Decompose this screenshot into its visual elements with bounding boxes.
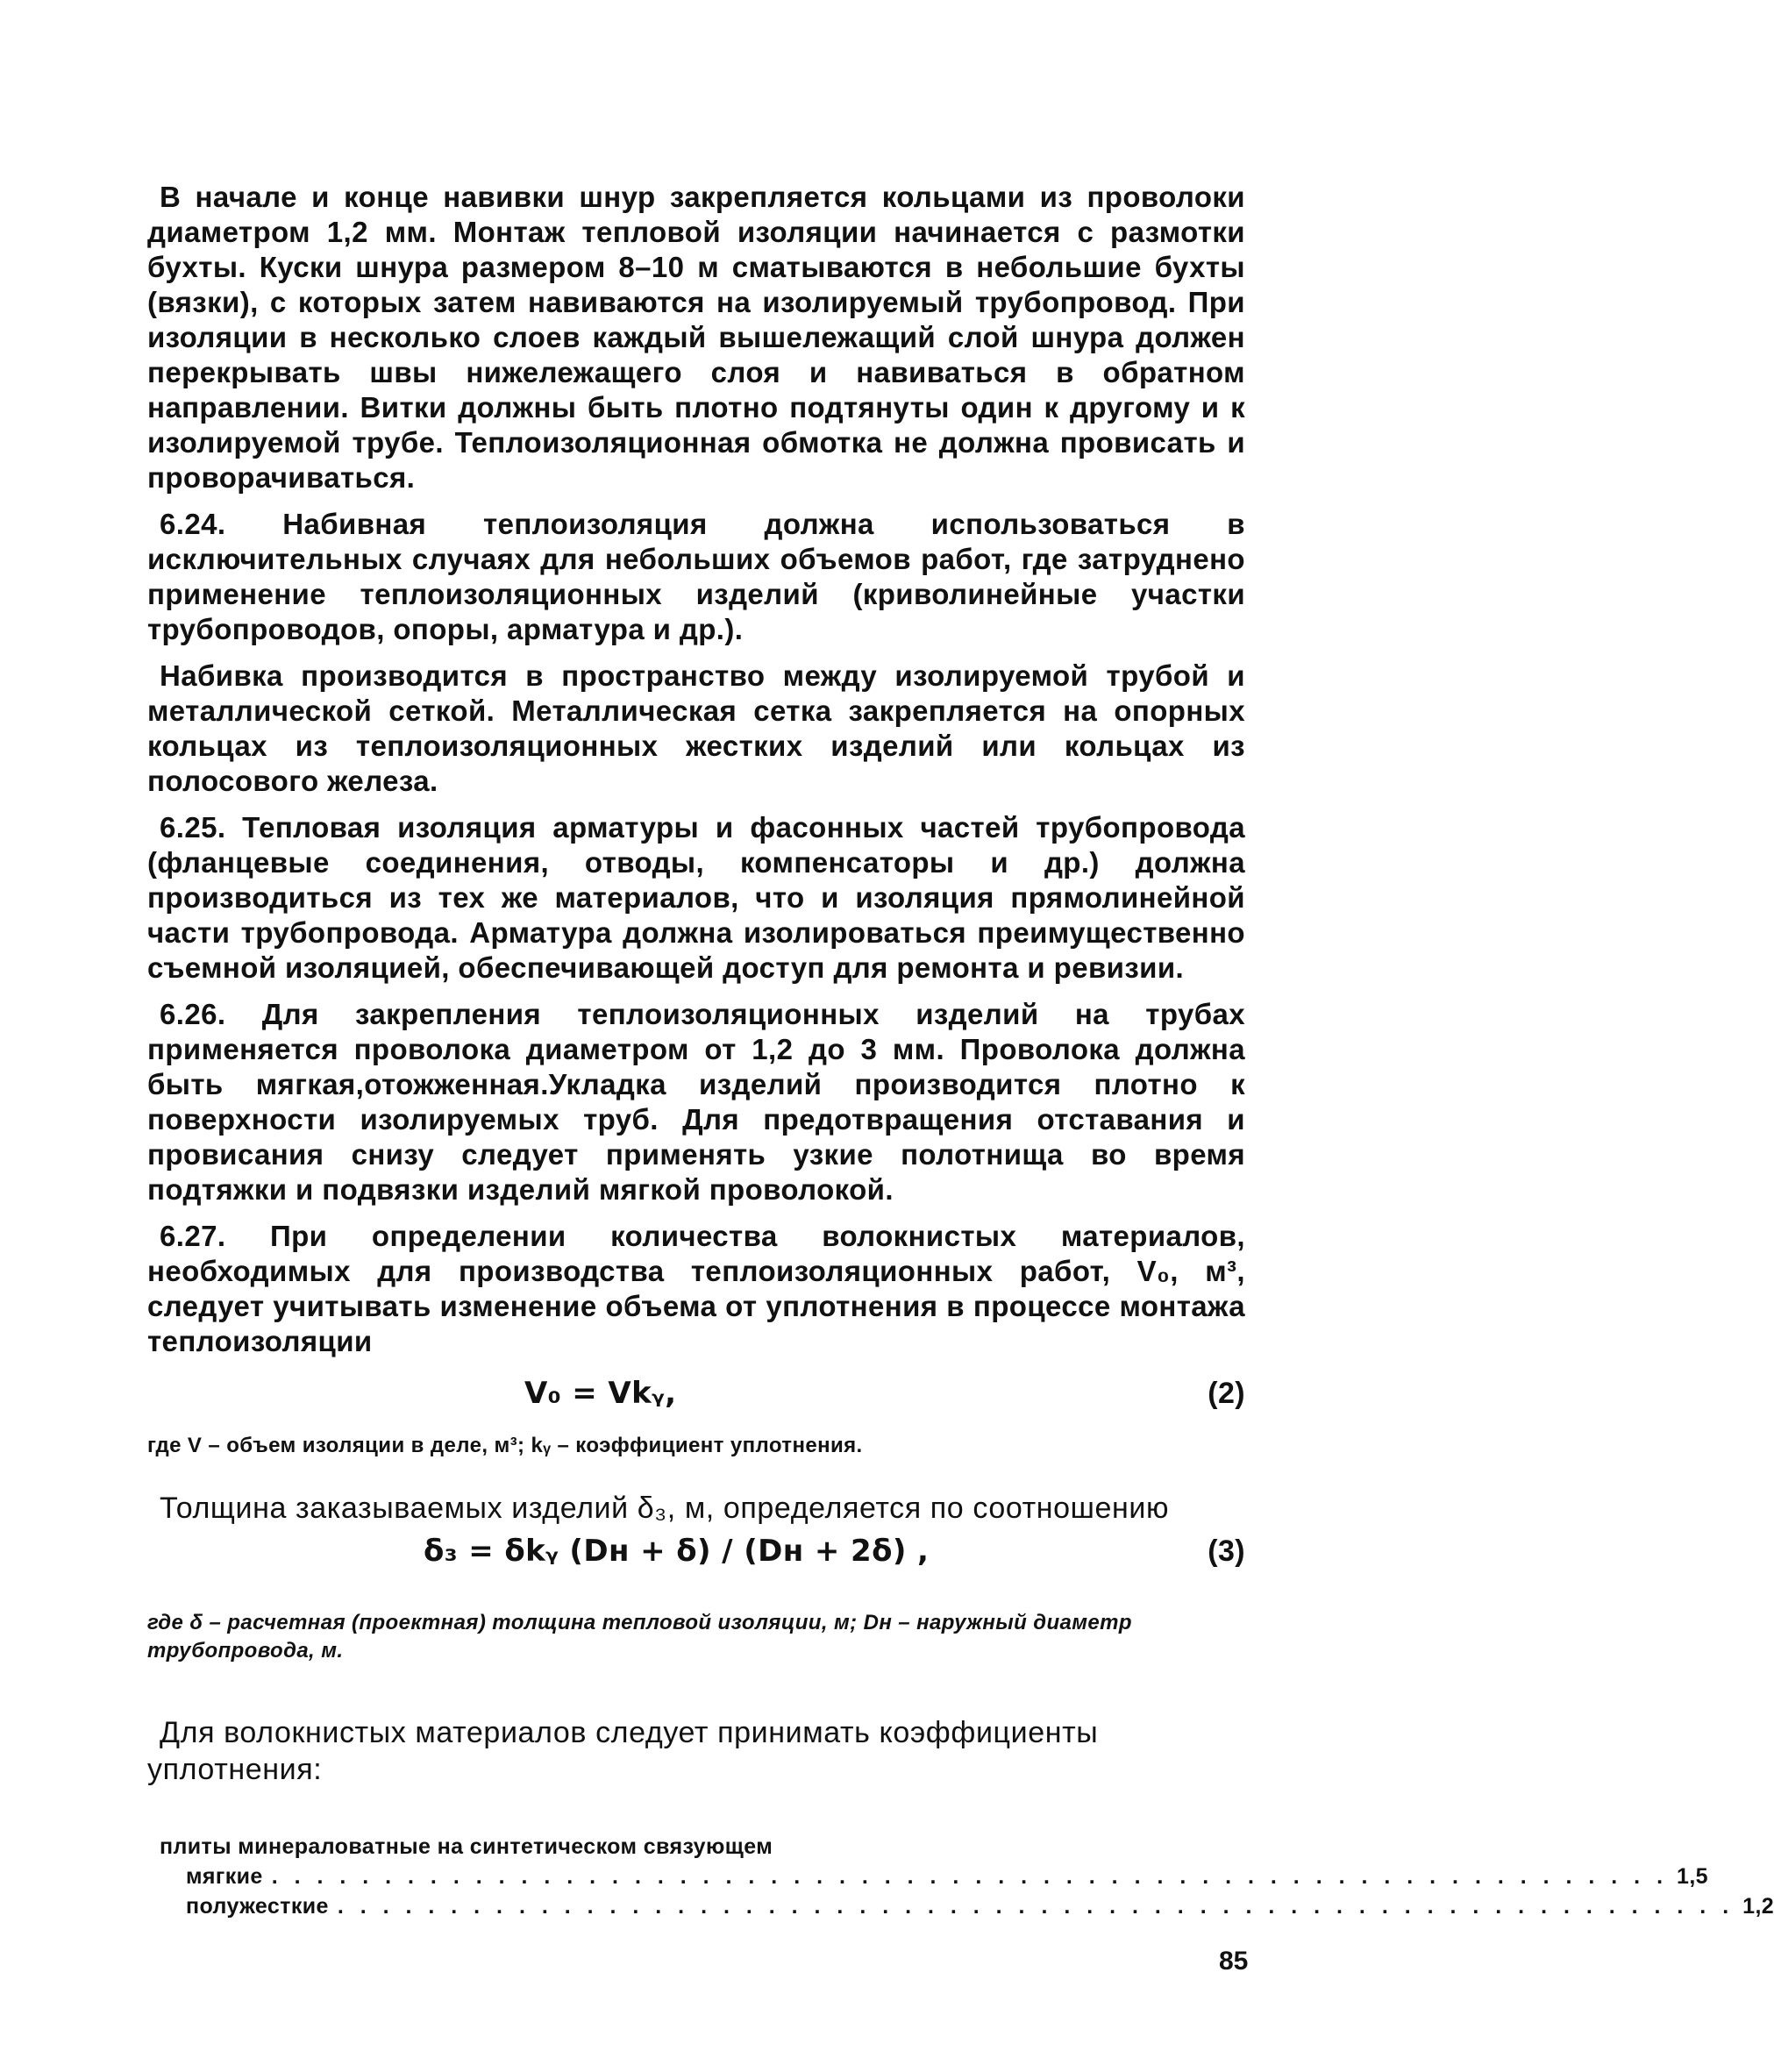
clause-text: Для закрепления теплоизоляционных изделий на трубах применяется проволока диаметром от 1,2 до 3 мм. Проволока должна быть мягкая,отожженная.Укладка изделий производится плотно к поверхности изолируемых труб. Для предотвращения отставания и провисания снизу следует применять узкие полотнища во время подтяжки и подвязки изделий мягкой проволокой. bbox=[147, 998, 1245, 1206]
paragraph-cord-winding: В начале и конце навивки шнур закрепляется кольцами из проволоки диаметром 1,2 мм. Монтаж тепловой изоляции начинается с размотки бухты. Куски шнура размером 8–10 м сматываются в небольшие бухты (вязки), с которых затем навиваются на изолируемый трубопровод. При изоляции в несколько слоев каждый вышележащий слой шнура должен перекрывать швы нижележащего слоя и навиваться в обратном направлении. Витки должны быть плотно подтянуты один к другому и к изолируемой трубе. Теплоизоляционная обмотка не должна провисать и проворачиваться. bbox=[147, 181, 1245, 494]
thickness-sentence: Толщина заказываемых изделий δ₃, м, определяется по соотношению bbox=[160, 1492, 1170, 1525]
list-item-label: полужесткие bbox=[186, 1894, 329, 1919]
list-item-value: 1,5 bbox=[1677, 1864, 1708, 1889]
list-item-label: мягкие bbox=[186, 1864, 263, 1889]
clause-number: 6.26. bbox=[160, 998, 226, 1030]
list-heading: плиты минераловатные на синтетическом связующем bbox=[160, 1834, 773, 1859]
formula-3-expression: δ₃ = δkᵧ (Dн + δ) / (Dн + 2δ) , bbox=[424, 1534, 930, 1569]
document-page bbox=[147, 180, 1774, 1921]
formula-3-legend: где δ – расчетная (проектная) толщина тепловой изоляции, м; Dн – наружный диаметр трубопровода, м. bbox=[147, 1611, 1132, 1663]
formula-3-number: (3) bbox=[1208, 1534, 1245, 1568]
paragraph-6-26 bbox=[147, 997, 1245, 1207]
clause-number: 6.27. bbox=[160, 1220, 226, 1252]
fiber-coefficients-sentence: Для волокнистых материалов следует принимать коэффициенты уплотнения: bbox=[147, 1716, 1099, 1786]
list-item bbox=[186, 1862, 1708, 1891]
clause-number: 6.25. bbox=[160, 811, 226, 844]
paragraph-6-27 bbox=[147, 1219, 1245, 1359]
formula-2-legend: где V – объем изоляции в деле, м³; kᵧ – коэффициент уплотнения. bbox=[147, 1434, 863, 1457]
formula-2-expression: V₀ = Vkᵧ, bbox=[524, 1376, 677, 1411]
formula-2 bbox=[147, 1371, 1245, 1416]
paragraph-6-24 bbox=[147, 507, 1245, 647]
formula-2-number: (2) bbox=[1208, 1377, 1245, 1410]
leader-dots: . . . . . . . . . . . . . . . . . . . . . . . . . . . . . . . . . . . . . . . . . . . . . . . . . . . . . . . . . . . . . . bbox=[271, 1864, 1669, 1889]
paragraph-6-25 bbox=[147, 810, 1245, 986]
list-item bbox=[186, 1891, 1774, 1921]
paragraph-packing: Набивка производится в пространство между изолируемой трубой и металлической сеткой. Металлическая сетка закрепляется на опорных кольцах из теплоизоляционных жестких изделий или кольцах из полосового железа. bbox=[147, 659, 1245, 797]
clause-text: Тепловая изоляция арматуры и фасонных частей трубопровода (фланцевые соединения, отводы, компенсаторы и др.) должна производиться из тех же материалов, что и изоляция прямолинейной части трубопровода. Арматура должна изолироваться преимущественно съемной изоляцией, обеспечивающей доступ для ремонта и ревизии. bbox=[147, 811, 1245, 984]
clause-text: При определении количества волокнистых материалов, необходимых для производства теплоизоляционных работ, V₀, м³, следует учитывать изменение объема от уплотнения в процессе монтажа теплоизоляции bbox=[147, 1220, 1245, 1357]
compaction-coefficient-list bbox=[147, 1832, 1774, 1921]
list-item-value: 1,2 bbox=[1742, 1894, 1774, 1919]
clause-text: Набивная теплоизоляция должна использоваться в исключительных случаях для небольших объемов работ, где затруднено применение теплоизоляционных изделий (криволинейные участки трубопроводов, опоры, арматура и др.). bbox=[147, 508, 1245, 645]
page-number: 85 bbox=[1219, 1947, 1249, 1976]
leader-dots: . . . . . . . . . . . . . . . . . . . . . . . . . . . . . . . . . . . . . . . . . . . . . . . . . . . . . . . . . . . . . . bbox=[337, 1894, 1735, 1919]
clause-number: 6.24. bbox=[160, 508, 226, 540]
formula-3 bbox=[147, 1528, 1245, 1574]
